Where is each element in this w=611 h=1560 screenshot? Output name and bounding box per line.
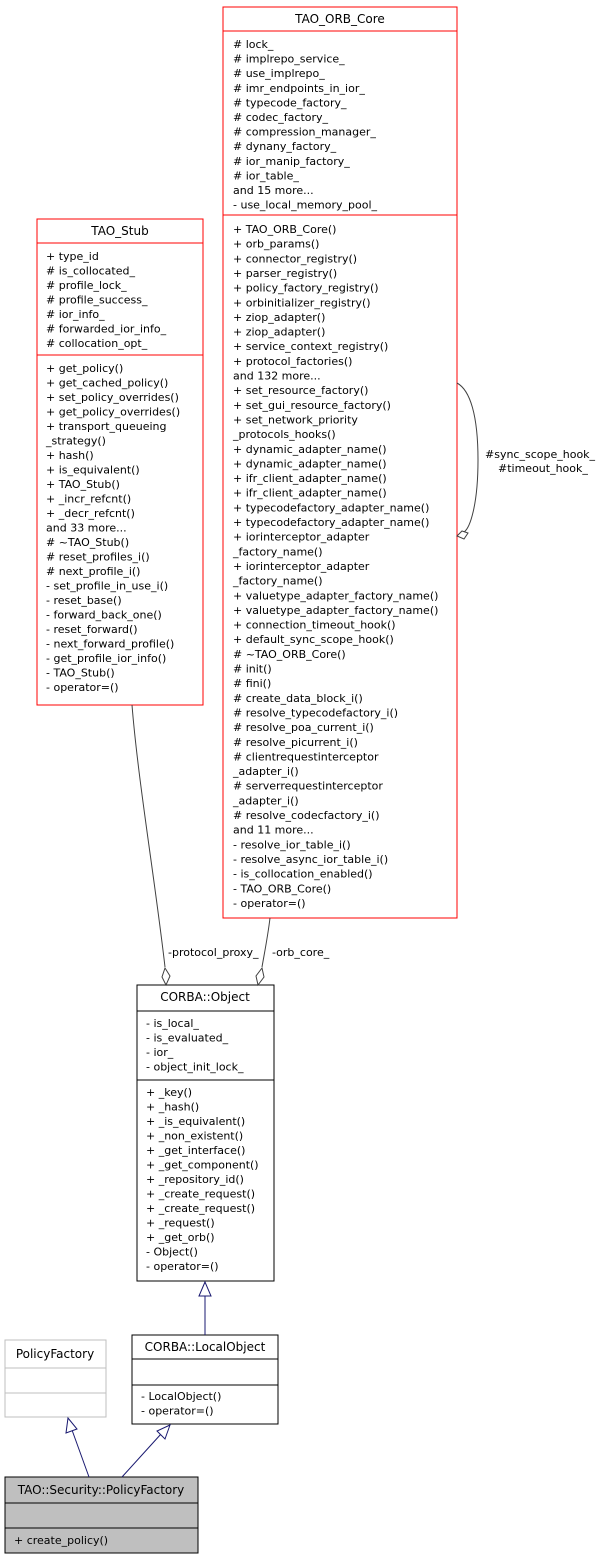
class-box-tao-orb-core[interactable] bbox=[223, 7, 457, 918]
tao-orb-core-attribute-7: # dynany_factory_ bbox=[233, 140, 337, 154]
tao-orb-core-method-15: + dynamic_adapter_name() bbox=[233, 442, 387, 456]
self-loop-label-2: #timeout_hook_ bbox=[498, 462, 588, 475]
tao-security-policyfactory-title: TAO::Security::PolicyFactory bbox=[17, 1483, 185, 1497]
policyfactory-title: PolicyFactory bbox=[15, 1347, 95, 1361]
corba-localobject-method-0: - LocalObject() bbox=[141, 1390, 222, 1403]
corba-object-attribute-0: - is_local_ bbox=[146, 1017, 199, 1030]
tao-stub-method-21: - TAO_Stub() bbox=[46, 666, 115, 680]
tao-orb-core-title: TAO_ORB_Core bbox=[295, 12, 385, 26]
tao-orb-core-method-30: # init() bbox=[233, 662, 272, 676]
tao-orb-core-method-34: # resolve_poa_current_i() bbox=[233, 721, 374, 735]
tao-stub-method-11: and 33 more... bbox=[46, 521, 127, 535]
tao-stub-method-18: - reset_forward() bbox=[46, 623, 138, 636]
tao-orb-core-method-28: + default_sync_scope_hook() bbox=[233, 633, 394, 647]
tao-orb-core-method-17: + ifr_client_adapter_name() bbox=[233, 472, 387, 486]
tao-orb-core-method-8: + service_context_registry() bbox=[233, 340, 389, 354]
tao-stub-method-13: # reset_profiles_i() bbox=[46, 550, 150, 564]
corba-object-attribute-1: - is_evaluated_ bbox=[146, 1031, 229, 1045]
inherit-secpf-policyfactory bbox=[72, 1430, 89, 1477]
tao-orb-core-method-23: + iorinterceptor_adapter bbox=[233, 559, 370, 573]
tao-stub-method-7: + is_equivalent() bbox=[46, 463, 140, 477]
tao-orb-core-attribute-9: # ior_table_ bbox=[233, 169, 299, 183]
self-loop-edge bbox=[457, 383, 478, 532]
tao-orb-core-attribute-10: and 15 more... bbox=[233, 184, 314, 197]
tao-stub-attribute-1: # is_collocated_ bbox=[46, 264, 135, 278]
tao-security-policyfactory-methods bbox=[14, 1534, 108, 1547]
tao-orb-core-method-29: # ~TAO_ORB_Core() bbox=[233, 647, 346, 661]
tao-orb-core-method-31: # fini() bbox=[233, 677, 272, 691]
self-loop-label-1: #sync_scope_hook_ bbox=[485, 448, 596, 461]
tao-stub-method-22: - operator=() bbox=[46, 681, 119, 694]
tao-orb-core-method-19: + typecodefactory_adapter_name() bbox=[233, 501, 430, 515]
tao-stub-method-17: - forward_back_one() bbox=[46, 608, 162, 622]
protocol-proxy-label: -protocol_proxy_ bbox=[168, 946, 259, 959]
tao-stub-method-9: + _incr_refcnt() bbox=[46, 492, 132, 506]
tao-orb-core-attribute-2: # use_implrepo_ bbox=[233, 67, 325, 81]
corba-object-method-8: + _create_request() bbox=[146, 1202, 256, 1215]
tao-orb-core-method-16: + dynamic_adapter_name() bbox=[233, 457, 387, 471]
orb-core-diamond bbox=[256, 968, 264, 985]
tao-stub-attribute-6: # collocation_opt_ bbox=[46, 337, 148, 350]
tao-orb-core-method-44: - is_collocation_enabled() bbox=[233, 867, 373, 881]
tao-orb-core-method-7: + ziop_adapter() bbox=[233, 325, 326, 339]
tao-stub-method-16: - reset_base() bbox=[46, 594, 122, 607]
tao-orb-core-method-42: - resolve_ior_table_i() bbox=[233, 838, 351, 852]
class-box-policyfactory[interactable] bbox=[5, 1340, 106, 1417]
tao-stub-method-19: - next_forward_profile() bbox=[46, 637, 175, 651]
tao-orb-core-method-40: # resolve_codecfactory_i() bbox=[233, 809, 380, 822]
corba-localobject-methods bbox=[141, 1390, 221, 1418]
self-loop-diamond bbox=[457, 531, 468, 539]
tao-orb-core-method-46: - operator=() bbox=[233, 896, 306, 910]
class-box-tao-security-policyfactory[interactable] bbox=[5, 1477, 198, 1553]
tao-orb-core-method-14: _protocols_hooks() bbox=[233, 428, 336, 442]
tao-orb-core-method-10: and 132 more... bbox=[233, 369, 321, 383]
tao-orb-core-method-36: # clientrequestinterceptor bbox=[233, 750, 379, 764]
tao-orb-core-attribute-1: # implrepo_service_ bbox=[233, 52, 345, 66]
tao-orb-core-attribute-0: # lock_ bbox=[233, 38, 274, 51]
orb-core-edge bbox=[262, 918, 270, 967]
tao-stub-method-10: + _decr_refcnt() bbox=[46, 507, 135, 520]
tao-orb-core-method-2: + connector_registry() bbox=[233, 252, 358, 266]
tao-orb-core-method-27: + connection_timeout_hook() bbox=[233, 618, 396, 632]
orb-core-label: -orb_core_ bbox=[272, 946, 330, 959]
tao-stub-attribute-5: # forwarded_ior_info_ bbox=[46, 322, 167, 336]
tao-orb-core-attribute-11: - use_local_memory_pool_ bbox=[233, 198, 378, 212]
corba-object-method-0: + _key() bbox=[146, 1086, 193, 1099]
tao-stub-method-5: _strategy() bbox=[46, 434, 106, 448]
tao-orb-core-method-35: # resolve_picurrent_i() bbox=[233, 735, 358, 749]
tao-orb-core-method-43: - resolve_async_ior_table_i() bbox=[233, 852, 389, 866]
tao-stub-method-15: - set_profile_in_use_i() bbox=[46, 579, 169, 593]
corba-object-attribute-3: - object_init_lock_ bbox=[146, 1060, 244, 1074]
tao-stub-attribute-4: # ior_info_ bbox=[46, 308, 105, 321]
corba-object-method-1: + _hash() bbox=[146, 1100, 200, 1114]
tao-orb-core-method-21: + iorinterceptor_adapter bbox=[233, 530, 370, 544]
corba-object-method-7: + _create_request() bbox=[146, 1187, 256, 1201]
protocol-proxy-edge bbox=[132, 705, 165, 967]
tao-orb-core-method-25: + valuetype_adapter_factory_name() bbox=[233, 589, 439, 603]
corba-object-method-9: + _request() bbox=[146, 1216, 215, 1230]
corba-localobject-title: CORBA::LocalObject bbox=[144, 1340, 266, 1354]
tao-orb-core-method-3: + parser_registry() bbox=[233, 266, 338, 280]
tao-orb-core-method-20: + typecodefactory_adapter_name() bbox=[233, 516, 430, 529]
corba-object-method-2: + _is_equivalent() bbox=[146, 1115, 246, 1128]
tao-orb-core-attribute-5: # codec_factory_ bbox=[233, 111, 329, 124]
tao-orb-core-method-4: + policy_factory_registry() bbox=[233, 281, 379, 295]
corba-object-method-3: + _non_existent() bbox=[146, 1129, 244, 1143]
tao-orb-core-attribute-8: # ior_manip_factory_ bbox=[233, 154, 350, 168]
tao-orb-core-method-45: - TAO_ORB_Core() bbox=[233, 882, 332, 896]
tao-orb-core-method-18: + ifr_client_adapter_name() bbox=[233, 486, 387, 500]
tao-stub-title: TAO_Stub bbox=[91, 224, 149, 238]
tao-security-policyfactory-method-0: + create_policy() bbox=[14, 1534, 109, 1547]
tao-stub-attribute-3: # profile_success_ bbox=[46, 293, 148, 307]
tao-orb-core-method-26: + valuetype_adapter_factory_name() bbox=[233, 603, 439, 617]
corba-object-method-5: + _get_component() bbox=[146, 1158, 259, 1172]
tao-orb-core-method-33: # resolve_typecodefactory_i() bbox=[233, 706, 399, 720]
tao-orb-core-attribute-6: # compression_manager_ bbox=[233, 125, 376, 139]
tao-orb-core-method-37: _adapter_i() bbox=[233, 765, 299, 779]
corba-object-attribute-2: - ior_ bbox=[146, 1046, 174, 1059]
tao-orb-core-method-39: _adapter_i() bbox=[233, 794, 299, 808]
tao-orb-core-method-1: + orb_params() bbox=[233, 237, 320, 251]
protocol-proxy-diamond bbox=[162, 968, 170, 985]
inherit-arrow-object bbox=[199, 1282, 211, 1296]
class-box-tao-stub[interactable] bbox=[37, 219, 203, 705]
tao-orb-core-method-6: + ziop_adapter() bbox=[233, 310, 326, 324]
tao-stub-method-12: # ~TAO_Stub() bbox=[46, 536, 130, 549]
tao-stub-attribute-0: + type_id bbox=[46, 250, 99, 263]
corba-object-method-11: - Object() bbox=[146, 1245, 198, 1259]
tao-orb-core-method-24: _factory_name() bbox=[233, 574, 323, 588]
tao-orb-core-attribute-3: # imr_endpoints_in_ior_ bbox=[233, 81, 365, 95]
tao-stub-method-6: + hash() bbox=[46, 449, 94, 462]
tao-orb-core-method-11: + set_resource_factory() bbox=[233, 384, 369, 398]
tao-orb-core-method-13: + set_network_priority bbox=[233, 413, 358, 427]
tao-stub-method-0: + get_policy() bbox=[46, 362, 124, 375]
tao-orb-core-method-9: + protocol_factories() bbox=[233, 354, 353, 368]
tao-orb-core-method-41: and 11 more... bbox=[233, 823, 314, 837]
tao-orb-core-method-0: + TAO_ORB_Core() bbox=[233, 223, 337, 236]
tao-stub-method-8: + TAO_Stub() bbox=[46, 478, 120, 491]
tao-stub-attribute-2: # profile_lock_ bbox=[46, 279, 127, 292]
tao-orb-core-method-22: _factory_name() bbox=[233, 545, 323, 559]
class-box-corba-object[interactable] bbox=[137, 985, 274, 1281]
corba-object-method-10: + _get_orb() bbox=[146, 1231, 215, 1244]
corba-object-title: CORBA::Object bbox=[160, 990, 250, 1004]
corba-object-method-12: - operator=() bbox=[146, 1260, 219, 1273]
tao-stub-method-14: # next_profile_i() bbox=[46, 565, 141, 578]
tao-stub-method-3: + get_policy_overrides() bbox=[46, 405, 181, 419]
tao-stub-method-20: - get_profile_ior_info() bbox=[46, 652, 167, 665]
tao-orb-core-method-5: + orbinitializer_registry() bbox=[233, 296, 371, 310]
corba-object-method-6: + _repository_id() bbox=[146, 1173, 244, 1186]
corba-localobject-method-1: - operator=() bbox=[141, 1404, 214, 1418]
class-box-corba-localobject[interactable] bbox=[132, 1335, 278, 1424]
tao-stub-method-1: + get_cached_policy() bbox=[46, 376, 169, 390]
tao-orb-core-method-38: # serverrequestinterceptor bbox=[233, 779, 383, 793]
tao-orb-core-attribute-4: # typecode_factory_ bbox=[233, 96, 347, 110]
inherit-secpf-localobject bbox=[122, 1434, 161, 1477]
tao-stub-method-2: + set_policy_overrides() bbox=[46, 391, 179, 404]
corba-object-method-4: + _get_interface() bbox=[146, 1144, 246, 1157]
tao-stub-method-4: + transport_queueing bbox=[46, 420, 167, 433]
inherit-arrow-policyfactory bbox=[66, 1418, 77, 1433]
tao-orb-core-method-32: # create_data_block_i() bbox=[233, 691, 363, 705]
tao-orb-core-method-12: + set_gui_resource_factory() bbox=[233, 398, 391, 412]
